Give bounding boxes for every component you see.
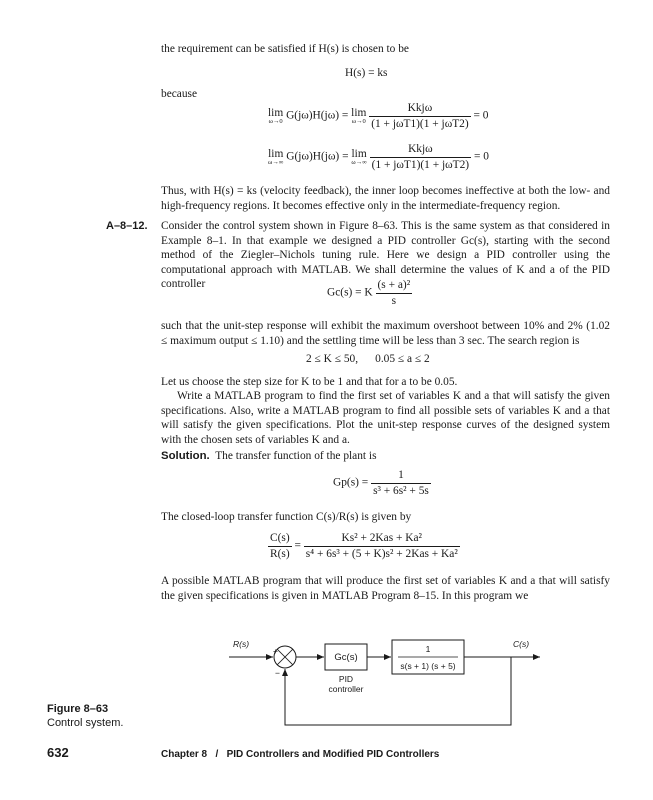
limit-lhs: G(jω)H(jω) = — [286, 150, 349, 163]
input-label: R(s) — [233, 639, 250, 649]
controller-block-label: Gc(s) — [334, 652, 358, 663]
minus-sign: − — [275, 668, 280, 678]
final-paragraph: A possible MATLAB program that will produce the first set of variables K and a that will satisfy the given specifications is given in MATLAB Program 8–15. In this program we — [161, 575, 610, 602]
closed-loop-equation: $\frac{C(s)}{R(s)}$ = $\frac{\text{Ks² + 2Kas + Ka²}}{\text{s⁴ + 6s³ + (5 + K)s² + 2Kas + Ka²}}$ — [270, 532, 458, 560]
closed-loop-text: The closed-loop transfer function C(s)/R(s) is given by — [161, 511, 412, 523]
block-diagram — [225, 630, 545, 730]
lim-operator: lim ω→∞ — [268, 147, 284, 166]
equation-h-of-s: H(s) = ks — [345, 67, 388, 79]
problem-paragraph-1: Consider the control system shown in Figure 8–63. This is the same system as that considered in Example 8–1. In that example we designed a PID controller Gc(s), starting with the second method of the Ziegler–Nichols tuning rule. Here we design a PID controller using the computational approach with MATLAB. We shall determine the values of K and a of the PID controller — [161, 220, 610, 291]
limit-equation-infinity — [268, 142, 489, 172]
plant-equation: Gp(s) = $\frac{1}{\text{s³ + 6s² + 5s}}$ — [333, 469, 429, 497]
thus-paragraph: Thus, with H(s) = ks (velocity feedback), the inner loop becomes ineffective at both the low- and high-frequency regions. It becomes effective only in the intermediate-frequency region. — [161, 185, 610, 212]
limit-equation-zero — [268, 101, 488, 131]
because-text: because — [161, 88, 198, 100]
limit-fraction: $\frac{\text{Kkjω}}{\text{(1 + jωT1)(1 + jωT2)}}$ — [371, 102, 469, 130]
lim-operator: lim ω→0 — [268, 106, 284, 125]
limit-result: = 0 — [473, 109, 489, 122]
plant-denominator: s(s + 1) (s + 5) — [400, 661, 456, 671]
plant-numerator: 1 — [425, 644, 431, 654]
limit-fraction: $\frac{\text{Kkjω}}{\text{(1 + jωT1)(1 + jωT2)}}$ — [371, 143, 470, 171]
plant-fraction: $\frac{1}{\text{s³ + 6s² + 5s}}$ — [373, 469, 429, 497]
figure-caption-text: Control system. — [47, 717, 124, 729]
limit-result: = 0 — [473, 150, 489, 163]
output-label: C(s) — [513, 639, 530, 649]
cr-fraction: $\frac{C(s)}{R(s)}$ — [270, 532, 290, 560]
solution-label: Solution. — [161, 450, 210, 462]
plus-sign: + — [273, 646, 278, 656]
pid-controller-equation: Gc(s) = K $\frac{\text{(s + a)²}}{s}$ — [327, 279, 411, 307]
search-region: 2 ≤ K ≤ 50, 0.05 ≤ a ≤ 2 — [306, 353, 430, 365]
transfer-fraction: $\frac{\text{Ks² + 2Kas + Ka²}}{\text{s⁴ + 6s³ + (5 + K)s² + 2Kas + Ka²}}$ — [305, 532, 458, 560]
lim-operator: lim ω→0 — [351, 106, 367, 125]
running-footer-chapter: Chapter 8 / PID Controllers and Modified PID Controllers — [161, 749, 440, 760]
intro-line: the requirement can be satisfied if H(s) is chosen to be — [161, 43, 409, 55]
solution-paragraph: Solution. The transfer function of the plant is — [161, 450, 377, 462]
figure-caption — [47, 702, 123, 730]
page-number: 632 — [47, 745, 69, 760]
problem-paragraph-2: such that the unit-step response will exhibit the maximum overshoot between 10% and 2% (1.02 ≤ maximum output ≤ 1.10) and the settling time will be less than 3 sec. The search region is — [161, 320, 610, 347]
controller-caption: PID controller — [328, 674, 364, 694]
figure-caption-title: Figure 8–63 — [47, 703, 109, 715]
limit-lhs: G(jω)H(jω) = — [286, 109, 349, 122]
problem-paragraph-4: Write a MATLAB program to find the first set of variables K and a that will satisfy the given specifications. Also, write a MATLAB program to find all possible sets of variables K and a that will satisfy the given specifications. Plot the unit-step response curves of the designed system with the chosen sets of variables K and a. — [161, 390, 610, 446]
pid-fraction: $\frac{\text{(s + a)²}}{s}$ — [377, 279, 411, 307]
problem-paragraph-3: Let us choose the step size for K to be 1 and that for a to be 0.05. — [161, 376, 458, 388]
problem-number: A–8–12. — [106, 220, 148, 232]
lim-operator: lim ω→∞ — [351, 147, 367, 166]
